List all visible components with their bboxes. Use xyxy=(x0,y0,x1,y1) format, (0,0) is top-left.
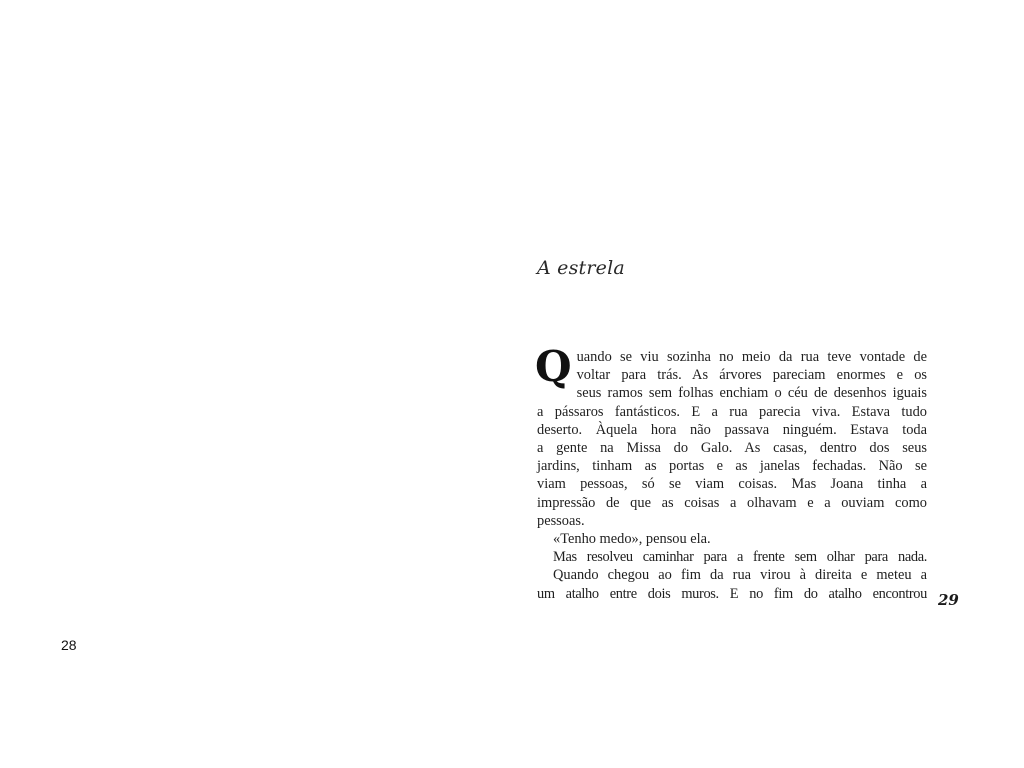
text-line: viam pessoas, só se viam coisas. Mas Joana tinha a xyxy=(537,476,927,493)
left-page-number: 28 xyxy=(61,637,77,653)
text-line: um atalho entre dois muros. E no fim do atalho encontrou xyxy=(537,585,927,602)
text-line: Quando chegou ao fim da rua virou à direita e meteu a xyxy=(553,567,927,584)
text-line: seus ramos sem folhas enchiam o céu de desenhos iguais xyxy=(576,385,927,402)
text-line: deserto. Àquela hora não passava ninguém. Estava toda xyxy=(537,421,927,438)
text-line: a gente na Missa do Galo. As casas, dentro dos seus xyxy=(537,440,927,457)
text-line: pessoas. xyxy=(537,512,585,529)
text-line: uando se viu sozinha no meio da rua teve vontade de xyxy=(576,349,927,365)
body-text xyxy=(535,342,927,603)
right-page xyxy=(537,252,927,622)
text-line: impressão de que as coisas a olhavam e a ouviam como xyxy=(537,494,927,511)
text-line: Mas resolveu caminhar para a frente sem olhar para nada. xyxy=(553,549,927,566)
chapter-title: A estrela xyxy=(537,257,625,279)
text-line: a pássaros fantásticos. E a rua parecia viva. Estava tudo xyxy=(537,403,927,420)
right-page-number: 29 xyxy=(938,591,959,609)
text-line: voltar para trás. As árvores pareciam enormes e os xyxy=(576,367,927,384)
drop-cap: Q xyxy=(535,342,572,391)
text-line: «Tenho medo», pensou ela. xyxy=(553,531,711,548)
text-line: jardins, tinham as portas e as janelas fechadas. Não se xyxy=(537,458,927,475)
